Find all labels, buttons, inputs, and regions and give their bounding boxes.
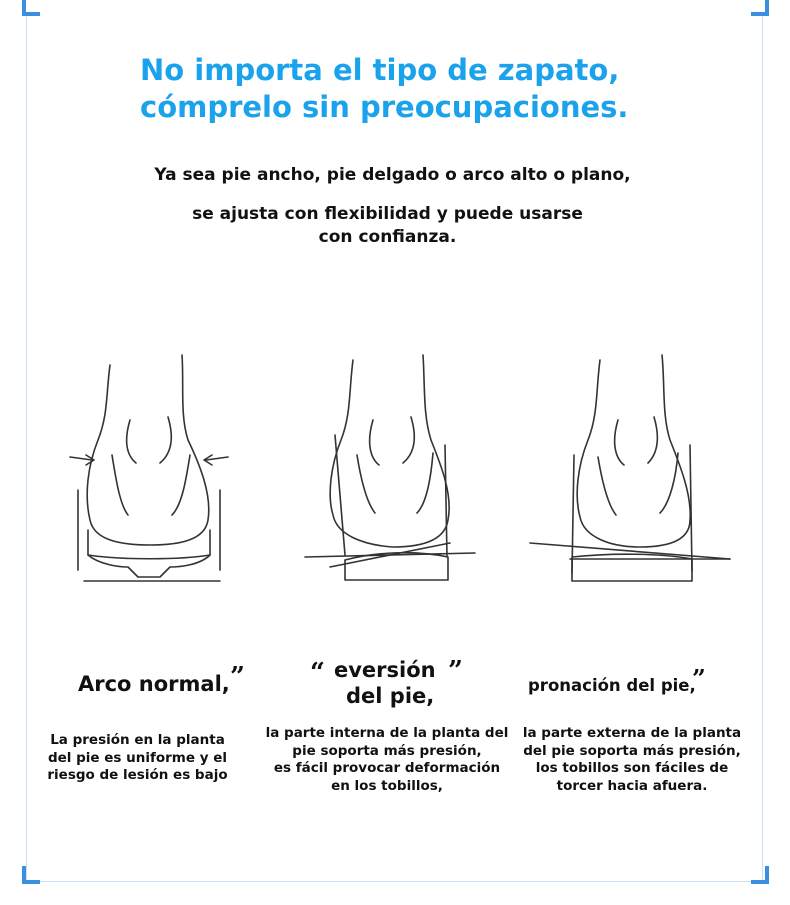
type-normal-arch-title-text: Arco normal,: [78, 672, 230, 696]
type-pronation-description: [512, 725, 752, 795]
type-normal-arch-description: [40, 732, 235, 785]
foot-normal-arch-illustration: [70, 355, 228, 581]
close-quote-icon: ”: [230, 662, 245, 692]
corner-bracket-top-right: [751, 0, 769, 16]
subtitle-line-1: Ya sea pie ancho, pie delgado o arco alto o plano,: [154, 165, 631, 185]
type-eversion-title-line-2: del pie,: [346, 684, 435, 708]
desc-line: los tobillos son fáciles de: [535, 760, 729, 776]
desc-line: la parte interna de la planta del: [265, 725, 509, 741]
desc-line: en los tobillos,: [331, 777, 443, 794]
type-eversion-title-line-1: eversión: [334, 658, 436, 682]
headline-line-1: No importa el tipo de zapato,: [140, 53, 620, 87]
subtitle-line-3: con confianza.: [318, 227, 457, 247]
headline-line-2: cómprelo sin preocupaciones.: [140, 90, 629, 124]
foot-eversion-illustration: [305, 355, 475, 580]
corner-bracket-top-left: [22, 0, 40, 16]
subtitle-line-2: se ajusta con flexibilidad y puede usarse: [192, 204, 583, 224]
desc-line: torcer hacia afuera.: [556, 777, 708, 794]
desc-line: es fácil provocar deformación: [273, 760, 501, 776]
headline: [140, 52, 660, 126]
desc-line: riesgo de lesión es bajo: [47, 767, 228, 783]
corner-bracket-bottom-right: [751, 866, 769, 884]
desc-line: pie soporta más presión,: [292, 742, 482, 759]
desc-line: la parte externa de la planta: [522, 725, 742, 741]
corner-bracket-bottom-left: [22, 866, 40, 884]
desc-line: del pie soporta más presión,: [523, 742, 741, 759]
type-eversion-title: [300, 656, 480, 716]
desc-line: del pie es uniforme y el: [47, 749, 228, 766]
type-pronation-title-text: pronación del pie,: [528, 676, 696, 695]
open-quote-icon: “: [310, 658, 325, 688]
desc-line: La presión en la planta: [50, 732, 225, 748]
type-eversion-description: [262, 725, 512, 795]
close-quote-icon: ”: [692, 664, 706, 693]
foot-pronation-illustration: [530, 355, 730, 581]
close-quote-icon: ”: [448, 656, 463, 686]
feet-illustrations: [60, 345, 750, 605]
